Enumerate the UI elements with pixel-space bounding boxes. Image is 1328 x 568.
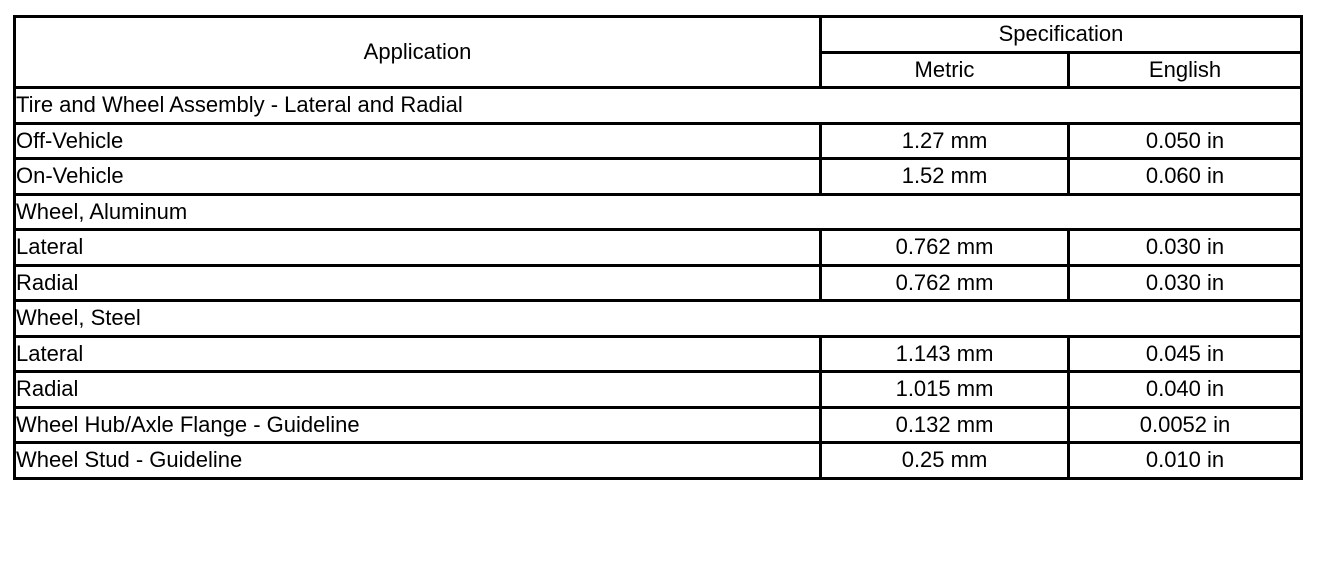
- application-cell: Lateral: [15, 230, 821, 266]
- header-row: [15, 17, 1302, 53]
- table-row: [15, 336, 1302, 372]
- application-cell: Radial: [15, 265, 821, 301]
- application-cell: On-Vehicle: [15, 159, 821, 195]
- application-cell: Wheel Stud - Guideline: [15, 443, 821, 479]
- application-cell: Lateral: [15, 336, 821, 372]
- metric-cell: 1.52 mm: [821, 159, 1069, 195]
- table-row: [15, 372, 1302, 408]
- english-cell: 0.010 in: [1069, 443, 1302, 479]
- application-header: Application: [15, 17, 821, 88]
- table-row: [15, 123, 1302, 159]
- metric-cell: 1.143 mm: [821, 336, 1069, 372]
- metric-cell: 1.27 mm: [821, 123, 1069, 159]
- table-row: [15, 407, 1302, 443]
- application-cell: Radial: [15, 372, 821, 408]
- group-wheel-aluminum: Wheel, Aluminum: [15, 194, 1302, 230]
- english-cell: 0.030 in: [1069, 230, 1302, 266]
- metric-cell: 0.762 mm: [821, 230, 1069, 266]
- english-cell: 0.0052 in: [1069, 407, 1302, 443]
- specification-header: Specification: [821, 17, 1302, 53]
- english-header: English: [1069, 52, 1302, 88]
- application-cell: Off-Vehicle: [15, 123, 821, 159]
- metric-cell: 0.762 mm: [821, 265, 1069, 301]
- table-row: [15, 443, 1302, 479]
- table-row: [15, 230, 1302, 266]
- metric-cell: 1.015 mm: [821, 372, 1069, 408]
- english-cell: 0.040 in: [1069, 372, 1302, 408]
- group-row: [15, 194, 1302, 230]
- table-row: [15, 265, 1302, 301]
- english-cell: 0.050 in: [1069, 123, 1302, 159]
- application-cell: Wheel Hub/Axle Flange - Guideline: [15, 407, 821, 443]
- group-row: [15, 88, 1302, 124]
- english-cell: 0.060 in: [1069, 159, 1302, 195]
- group-tire-wheel-assembly: Tire and Wheel Assembly - Lateral and Radial: [15, 88, 1302, 124]
- group-row: [15, 301, 1302, 337]
- group-wheel-steel: Wheel, Steel: [15, 301, 1302, 337]
- metric-cell: 0.25 mm: [821, 443, 1069, 479]
- metric-header: Metric: [821, 52, 1069, 88]
- metric-cell: 0.132 mm: [821, 407, 1069, 443]
- english-cell: 0.045 in: [1069, 336, 1302, 372]
- table-row: [15, 159, 1302, 195]
- specification-table: [13, 15, 1303, 480]
- english-cell: 0.030 in: [1069, 265, 1302, 301]
